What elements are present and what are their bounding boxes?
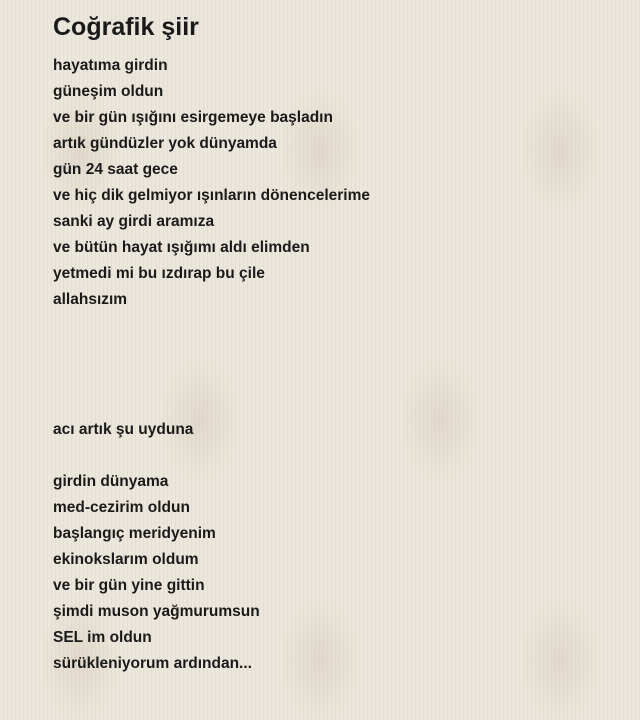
poem-line: başlangıç meridyenim [53,525,216,542]
poem-line: güneşim oldun [53,83,164,100]
poem-line [53,339,613,365]
poem-line: sanki ay girdi aramıza [53,213,215,230]
poem-line [53,365,613,391]
poem-line [53,391,613,417]
poem-line: sürükleniyorum ardından... [53,655,252,672]
poem-line: hayatıma girdin [53,57,168,74]
poem-title: Coğrafik şiir [53,13,199,41]
poem-line: acı artık şu uyduna [53,421,194,438]
poem-line: yetmedi mi bu ızdırap bu çile [53,265,265,282]
poem-line: ve bir gün yine gittin [53,577,205,594]
poem-line: artık gündüzler yok dünyamda [53,135,277,152]
poem-line: ve bütün hayat ışığımı aldı elimden [53,239,310,256]
poem-line [53,313,613,339]
poem-line [53,443,613,469]
poem-line: ve hiç dik gelmiyor ışınların dönencelerime [53,187,371,204]
poem-line: gün 24 saat gece [53,161,178,178]
poem-body [53,53,613,677]
poem-line: girdin dünyama [53,473,169,490]
poem-line: şimdi muson yağmurumsun [53,603,260,620]
poem-container [53,10,613,677]
poem-line: med-cezirim oldun [53,499,190,516]
poem-line: ekinokslarım oldum [53,551,199,568]
poem-line: SEL im oldun [53,629,152,646]
poem-line: ve bir gün ışığını esirgemeye başladın [53,109,333,126]
poem-line: allahsızım [53,291,128,308]
